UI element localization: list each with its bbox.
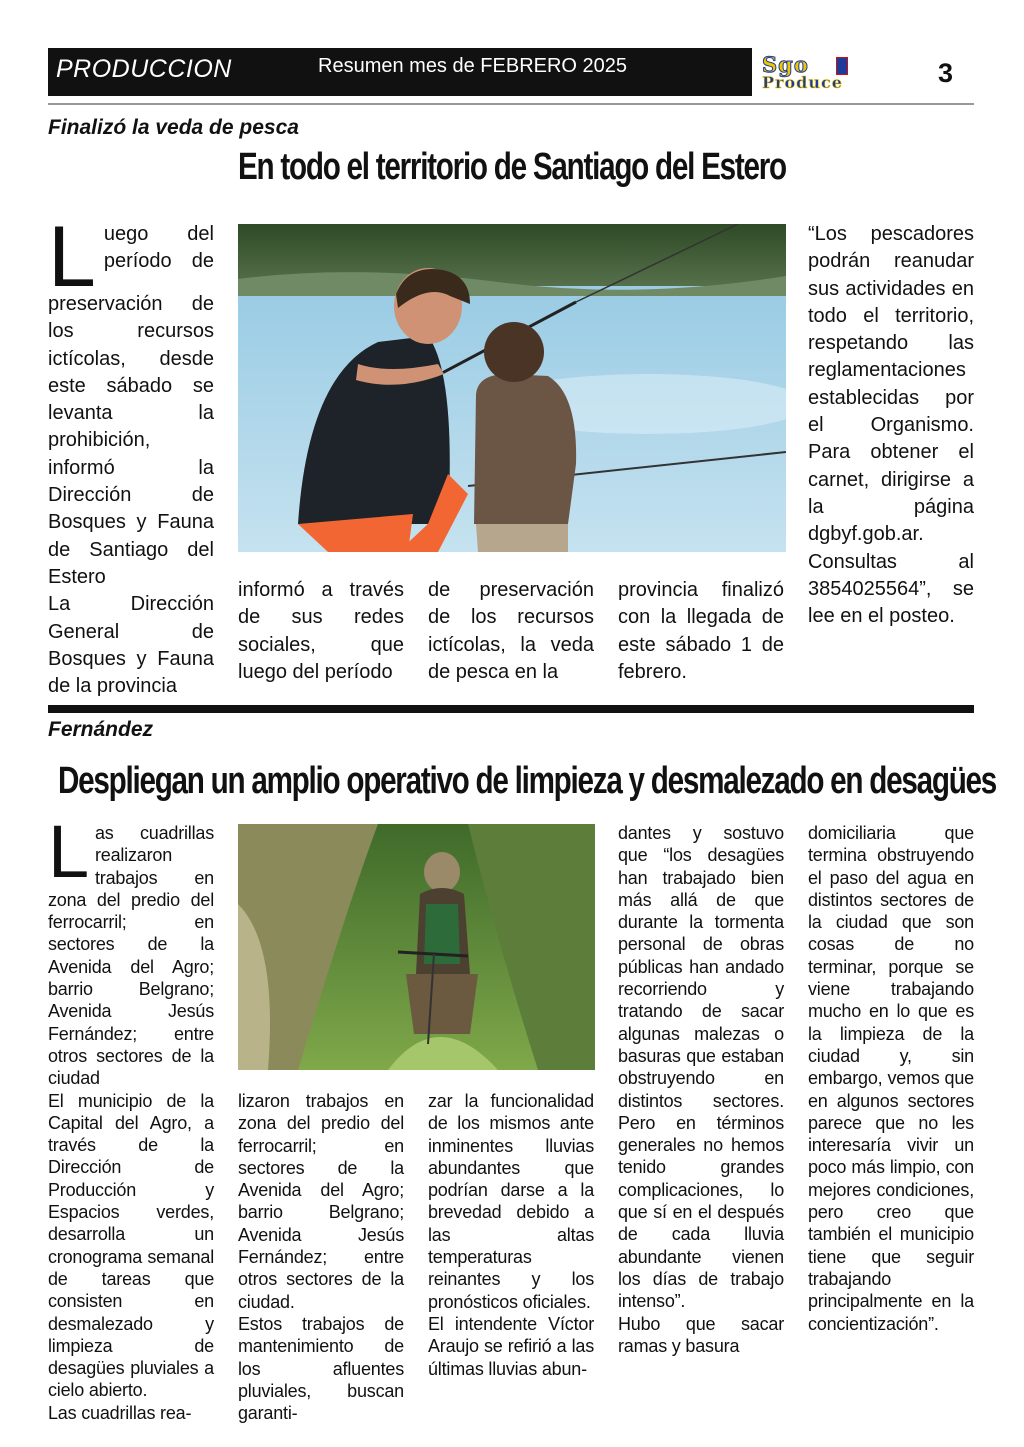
article1-column-3: de preservación de los recursos ictícolas, la veda de pesca en la [428,579,594,683]
article2-col4-paragraph1: dantes y sostuvo que “los desagües han trabajado bien más allá de que durante la tormenta personal de obras públicas han andado recorriendo y tratando de sacar algunas malezas o basuras que estaban obstruyendo en distintos sectores. Pero en términos generales no hemos tenido grandes complicaciones, lo que sí en el después de cada lluvia abundante vienen los días de trabajo intenso”. [618,823,784,1312]
header-rule [48,103,974,105]
page-number: 3 [938,58,954,88]
article1-col1-text: uego del período de preservación de los recursos ictícolas, desde este sábado se levanta la prohibición, informó la Dirección de Bosques y Fauna de Santiago del Estero [48,223,214,588]
article2-column-2 [238,1090,404,1424]
article2-col3-paragraph2: El intendente Víctor Araujo se refirió a las últimas lluvias abun- [428,1313,594,1379]
article2-kicker: Fernández [48,718,154,741]
article1-column-4: provincia finalizó con la llegada de este sábado 1 de febrero. [618,579,784,683]
article2-column-4 [618,822,784,1357]
article1-col1-paragraph2: La Dirección General de Bosques y Fauna de la provincia [48,593,214,698]
article2-col1-paragraph2: El municipio de la Capital del Agro, a través de la Dirección de Producción y Espacios verdes, desarrolla un cronograma semanal de tareas que consisten en desmalezado y limpieza de desagües pluviales a cielo abierto. [48,1090,214,1401]
article1-headline: En todo el territorio de Santiago del Estero [238,146,786,188]
dropcap: L [48,209,96,305]
logo-text-top: Sgo [762,52,809,77]
weeding-photo-illustration [238,824,595,1070]
article2-column-5: domiciliaria que termina obstruyendo el paso del agua en distintos sectores de la ciudad que son cosas de no terminar, porque se viene trabajando mucho en lo que es la limpieza de la ciudad y, sin embargo, vemos que en algunos sectores parece que no les interesaría vivir un poco más limpio, con mejores condiciones, pero creo que también el municipio tiene que seguir trabajando principalmente en la concientización”. [808,823,974,1334]
article2-col1-paragraph3: Las cuadrillas rea- [48,1402,192,1423]
article2-column-1 [48,810,214,1424]
section-label: PRODUCCION [56,55,232,83]
article2-headline: Despliegan un amplio operativo de limpieza y desmalezado en desagües [58,760,997,802]
dropcap: L [48,810,89,893]
weeding-photo [238,824,595,1070]
fishing-photo-illustration [238,224,786,552]
article2-col2-paragraph2: Estos trabajos de mantenimiento de los afluentes pluviales, buscan garanti- [238,1313,404,1424]
article2-col3-paragraph1: zar la funcionalidad de los mismos ante inminentes lluvias abundantes que podrían darse a la brevedad debido a las altas temperaturas reinantes y los pronósticos oficiales. [428,1091,594,1312]
article2-col1-text: as cuadrillas realizaron trabajos en zona del predio del ferrocarril; en sectores de la Avenida del Agro; barrio Belgrano; Avenida Jesús Fernández; entre otros sectores de la ciudad [48,823,214,1089]
article2-col4-paragraph2: Hubo que sacar ramas y basura [618,1313,784,1356]
article1-column-5: “Los pescadores podrán reanudar sus actividades en todo el territorio, respetando las reglamentaciones establecidas por el Organismo. Para obtener el carnet, dirigirse a la página dgbyf.gob.ar. Consultas al 3854025564”, se lee en el posteo. [808,223,974,628]
logo-text-bottom: Produce [762,73,843,92]
article1-column-1 [48,209,214,700]
article1-column-2: informó a través de sus redes sociales, que luego del período [238,579,404,683]
fishing-photo [238,224,786,552]
article1-kicker: Finalizó la veda de pesca [48,116,299,139]
article2-col2-paragraph1: lizaron trabajos en zona del predio del ferrocarril; en sectores de la Avenida del Agro; barrio Belgrano; Avenida Jesús Fernández; entre otros sectores de la ciudad. [238,1091,404,1312]
article-divider [48,705,974,713]
issue-label: Resumen mes de FEBRERO 2025 [318,55,628,77]
article2-column-3 [428,1090,594,1380]
